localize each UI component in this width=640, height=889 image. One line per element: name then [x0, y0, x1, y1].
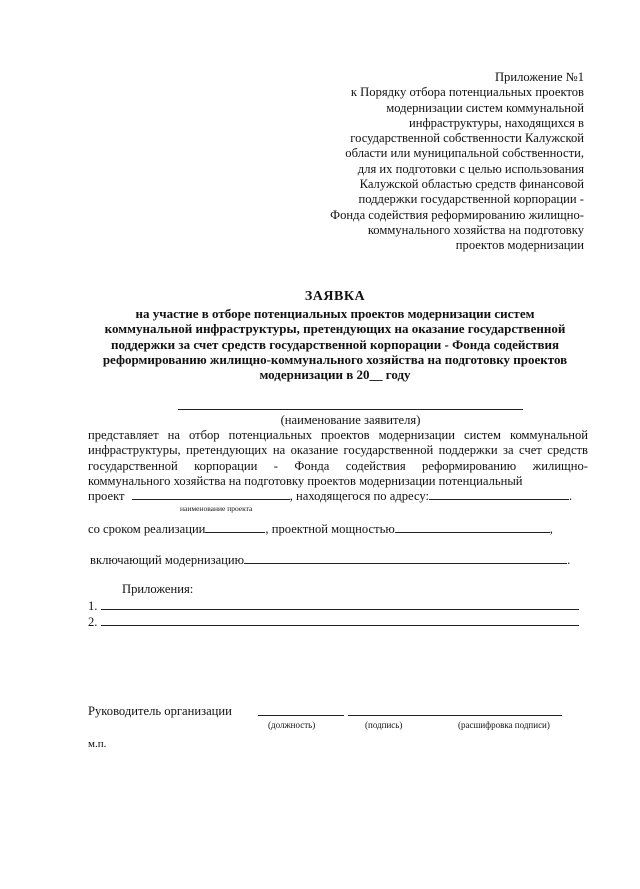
address-label: , находящегося по адресу: — [289, 489, 429, 503]
project-name-field[interactable] — [132, 489, 290, 500]
subtitle-line: поддержки за счет средств государственной корпорации - Фонда содействия — [110, 336, 560, 352]
term-capacity-row — [88, 522, 553, 537]
attachment-item — [88, 615, 579, 630]
capacity-field[interactable] — [395, 522, 550, 533]
annex-line: Фонда содействия реформированию жилищно- — [330, 207, 584, 222]
subtitle-line: на участие в отборе потенциальных проектов модернизации систем — [135, 306, 535, 321]
includes-label: включающий модернизацию — [90, 553, 245, 567]
includes-row — [90, 553, 570, 568]
body-paragraph: представляет на отбор потенциальных проектов модернизации систем коммунальной инфраструктуры, претендующих на оказание государственной поддержки за счет средств государственной корпорации - Фонда содействия реформированию жилищно-коммунального хозяйства на подготовку проектов модернизации потенциальный — [88, 428, 588, 488]
title-block — [80, 288, 590, 382]
project-word: проект — [88, 489, 125, 503]
attachment-number: 1. — [88, 599, 98, 613]
annex-line: области или муниципальной собственности, — [345, 146, 584, 161]
annex-line: государственной собственности Калужской — [350, 131, 584, 146]
position-hint: (должность) — [268, 720, 316, 730]
document-subtitle — [80, 306, 590, 382]
includes-end: . — [567, 553, 571, 567]
document-title: ЗАЯВКА — [304, 289, 366, 304]
annex-line: инфраструктуры, находящихся в — [409, 115, 584, 130]
attachment-number: 2. — [88, 615, 98, 629]
attachment-field[interactable] — [101, 599, 579, 610]
signature-field[interactable] — [348, 704, 562, 716]
attachment-field[interactable] — [101, 615, 579, 626]
annex-line: для их подготовки с целью использования — [357, 161, 584, 176]
project-address-line — [88, 489, 588, 504]
applicant-name-hint: (наименование заявителя) — [280, 413, 421, 427]
annex-line: поддержки государственной корпорации - — [358, 192, 584, 207]
subtitle-last-word: модернизации — [259, 367, 343, 383]
annex-line: коммунального хозяйства на подготовку — [367, 222, 584, 237]
annex-line: Калужской областью средств финансовой — [359, 177, 584, 192]
term-row-end: , — [549, 522, 553, 536]
annex-line: Приложение №1 — [494, 70, 584, 84]
attachment-item — [88, 599, 579, 614]
address-field[interactable] — [429, 489, 569, 500]
name-hint: (расшифровка подписи) — [458, 720, 550, 730]
stamp-place: м.п. — [88, 738, 107, 750]
applicant-name-field[interactable] — [178, 398, 523, 410]
subtitle-year: в 20__ году — [343, 367, 411, 383]
term-label: со сроком реализации — [88, 522, 206, 536]
signature-label: Руководитель организации — [88, 704, 232, 718]
subtitle-line: коммунальной инфраструктуры, претендующих на оказание государственной — [104, 321, 566, 337]
attachments-label: Приложения: — [122, 582, 194, 596]
signature-hint: (подпись) — [365, 720, 403, 730]
annex-line: к Порядку отбора потенциальных проектов — [350, 85, 584, 100]
subtitle-line — [80, 367, 590, 382]
annex-line: проектов модернизации — [455, 238, 584, 253]
project-name-hint: наименование проекта — [180, 504, 253, 513]
position-field[interactable] — [258, 704, 344, 716]
capacity-label: , проектной мощностью — [265, 522, 395, 536]
address-end: . — [569, 489, 573, 503]
includes-field[interactable] — [244, 553, 567, 564]
term-field[interactable] — [205, 522, 265, 533]
annex-header — [294, 70, 584, 254]
annex-line: модернизации систем коммунальной — [386, 100, 584, 115]
subtitle-line: реформированию жилищно-коммунального хозяйства на подготовку проектов — [102, 351, 568, 367]
